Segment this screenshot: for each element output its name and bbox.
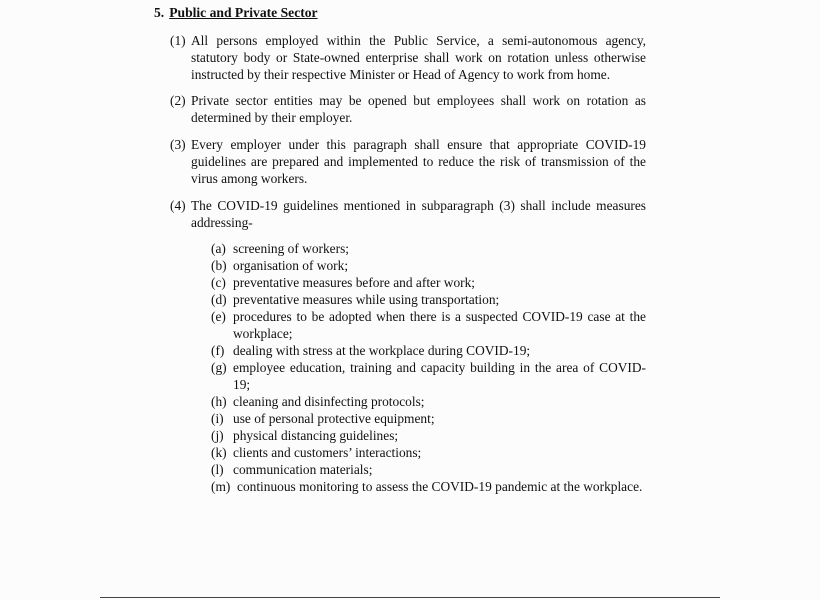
- list-item-label: (c): [211, 275, 226, 290]
- list-item-text: continuous monitoring to assess the COVID-19 pandemic at the workplace.: [237, 479, 643, 494]
- section-title: Public and Private Sector: [169, 5, 318, 20]
- list-item-text: clients and customers’ interactions;: [233, 445, 422, 460]
- list-item-text: preventative measures before and after work;: [233, 275, 476, 290]
- list-item-label: (b): [211, 258, 227, 273]
- paragraph-3: [170, 136, 646, 187]
- list-item-text: employee education, training and capacity building in the area of COVID-19;: [233, 360, 646, 392]
- list-item-label: (g): [211, 360, 227, 375]
- list-item: [211, 444, 646, 461]
- paragraph-number: (1): [170, 33, 186, 48]
- paragraph-text: Private sector entities may be opened but employees shall work on rotation as determined by their employer.: [191, 93, 646, 125]
- list-item: [211, 461, 646, 478]
- list-item: [211, 478, 646, 495]
- list-item-text: communication materials;: [233, 462, 373, 477]
- list-item-text: screening of workers;: [233, 241, 350, 256]
- paragraph-1: [170, 32, 646, 83]
- paragraph-2: [170, 92, 646, 126]
- paragraph-number: (3): [170, 137, 186, 152]
- list-item-label: (j): [211, 428, 224, 443]
- list-item: [211, 274, 646, 291]
- list-item-text: physical distancing guidelines;: [233, 428, 399, 443]
- section-number: 5.: [154, 5, 165, 20]
- paragraph-number: (2): [170, 93, 186, 108]
- list-item: [211, 240, 646, 257]
- list-item-text: cleaning and disinfecting protocols;: [233, 394, 425, 409]
- list-item-text: use of personal protective equipment;: [233, 411, 435, 426]
- list-item-text: preventative measures while using transportation;: [233, 292, 500, 307]
- list-item: [211, 393, 646, 410]
- paragraph-4: [170, 197, 646, 231]
- section-heading: [154, 4, 318, 21]
- paragraph-text: The COVID-19 guidelines mentioned in subparagraph (3) shall include measures addressing-: [191, 198, 646, 230]
- paragraph-text: Every employer under this paragraph shall ensure that appropriate COVID-19 guidelines are prepared and implemented to reduce the risk of transmission of the virus among workers.: [191, 137, 646, 186]
- list-item-label: (a): [211, 241, 226, 256]
- list-item: [211, 410, 646, 427]
- list-item-label: (d): [211, 292, 227, 307]
- list-item-text: dealing with stress at the workplace during COVID-19;: [233, 343, 531, 358]
- list-item-label: (m): [211, 479, 231, 494]
- list-item: [211, 359, 646, 393]
- list-item: [211, 427, 646, 444]
- list-item-label: (f): [211, 343, 225, 358]
- list-item-label: (i): [211, 411, 224, 426]
- page-divider: [100, 597, 720, 598]
- list-item-label: (h): [211, 394, 227, 409]
- list-item: [211, 291, 646, 308]
- paragraph-number: (4): [170, 198, 186, 213]
- list-item: [211, 308, 646, 342]
- list-item-text: organisation of work;: [233, 258, 349, 273]
- list-item-label: (l): [211, 462, 224, 477]
- list-item-label: (e): [211, 309, 226, 324]
- measures-list: [211, 240, 646, 495]
- list-item: [211, 257, 646, 274]
- list-item-text: procedures to be adopted when there is a suspected COVID-19 case at the workplace;: [233, 309, 646, 341]
- list-item-label: (k): [211, 445, 227, 460]
- paragraph-text: All persons employed within the Public Service, a semi-autonomous agency, statutory body or State-owned enterprise shall work on rotation unless otherwise instructed by their respective Minister or Head of Agency to work from home.: [191, 33, 646, 82]
- list-item: [211, 342, 646, 359]
